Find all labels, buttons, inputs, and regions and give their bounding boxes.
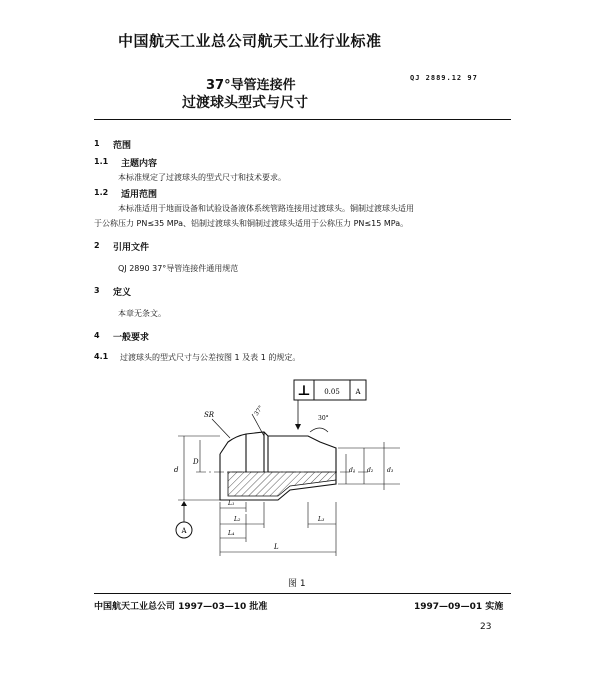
label-d3: d₃ [387, 467, 394, 474]
page-number: 23 [480, 622, 492, 632]
standard-title-line2: 过渡球头型式与尺寸 [182, 95, 308, 111]
section-2-text: QJ 2890 37°导管连接件通用规范 [118, 264, 239, 273]
section-4-number: 4 [94, 331, 100, 340]
label-big-d: D [193, 458, 199, 466]
section-1-1-title: 主题内容 [121, 159, 158, 169]
section-1-1-number: 1.1 [94, 157, 109, 166]
tolerance-symbol: ⊥ [297, 383, 311, 399]
tolerance-frame [294, 380, 366, 430]
section-hatch [228, 472, 336, 496]
section-4-1-text: 过渡球头的型式尺寸与公差按图 1 及表 1 的规定。 [120, 353, 301, 362]
tolerance-value: 0.05 [324, 388, 340, 396]
header-rule [94, 119, 511, 120]
section-1-1-text: 本标准规定了过渡球头的型式尺寸和技术要求。 [118, 173, 286, 182]
label-l: L [274, 543, 279, 551]
footer-rule [94, 593, 511, 594]
issuing-organization: 中国航天工业总公司航天工业行业标准 [118, 32, 382, 50]
standard-title-line1: 37°导管连接件 [206, 78, 296, 93]
approval-date: 中国航天工业总公司 1997—03—10 批准 [94, 602, 268, 612]
section-3-number: 3 [94, 286, 100, 295]
section-3-text: 本章无条文。 [118, 309, 166, 318]
section-1-2-text-line1: 本标准适用于地面设备和试验设备液体系统管路连接用过渡球头。铜制过渡球头适用 [118, 204, 414, 213]
label-l2: L₂ [234, 516, 241, 523]
label-d1: d₁ [349, 467, 356, 474]
section-4-title: 一般要求 [113, 333, 150, 343]
section-2-title: 引用文件 [113, 243, 150, 253]
figure-1-drawing [160, 372, 460, 582]
label-angle-30: 30° [318, 415, 329, 422]
figure-caption: 图 1 [288, 579, 306, 589]
standard-code: QJ 2889.12 97 [410, 74, 478, 82]
section-1-number: 1 [94, 139, 100, 148]
label-d2: d₂ [367, 467, 374, 474]
section-1-2-number: 1.2 [94, 188, 109, 197]
implementation-date: 1997—09—01 实施 [414, 602, 504, 612]
tolerance-datum: A [355, 388, 361, 396]
label-angle-37: 37° [252, 404, 265, 418]
label-l4: L₄ [228, 530, 235, 537]
section-4-1-number: 4.1 [94, 352, 109, 361]
label-l3: L₃ [318, 516, 325, 523]
section-1-title: 范围 [113, 141, 132, 151]
label-l1: L₁ [228, 500, 235, 507]
section-1-2-title: 适用范围 [121, 190, 158, 200]
label-d: d [174, 466, 179, 474]
datum-label: A [181, 527, 187, 535]
section-1-2-text-line2: 于公称压力 PN≤35 MPa、铝制过渡球头和铜制过渡球头适用于公称压力 PN≤15 MPa。 [94, 219, 409, 228]
section-3-title: 定义 [113, 288, 132, 298]
section-2-number: 2 [94, 241, 100, 250]
label-sr: SR [204, 411, 215, 419]
datum-marker [176, 501, 192, 538]
